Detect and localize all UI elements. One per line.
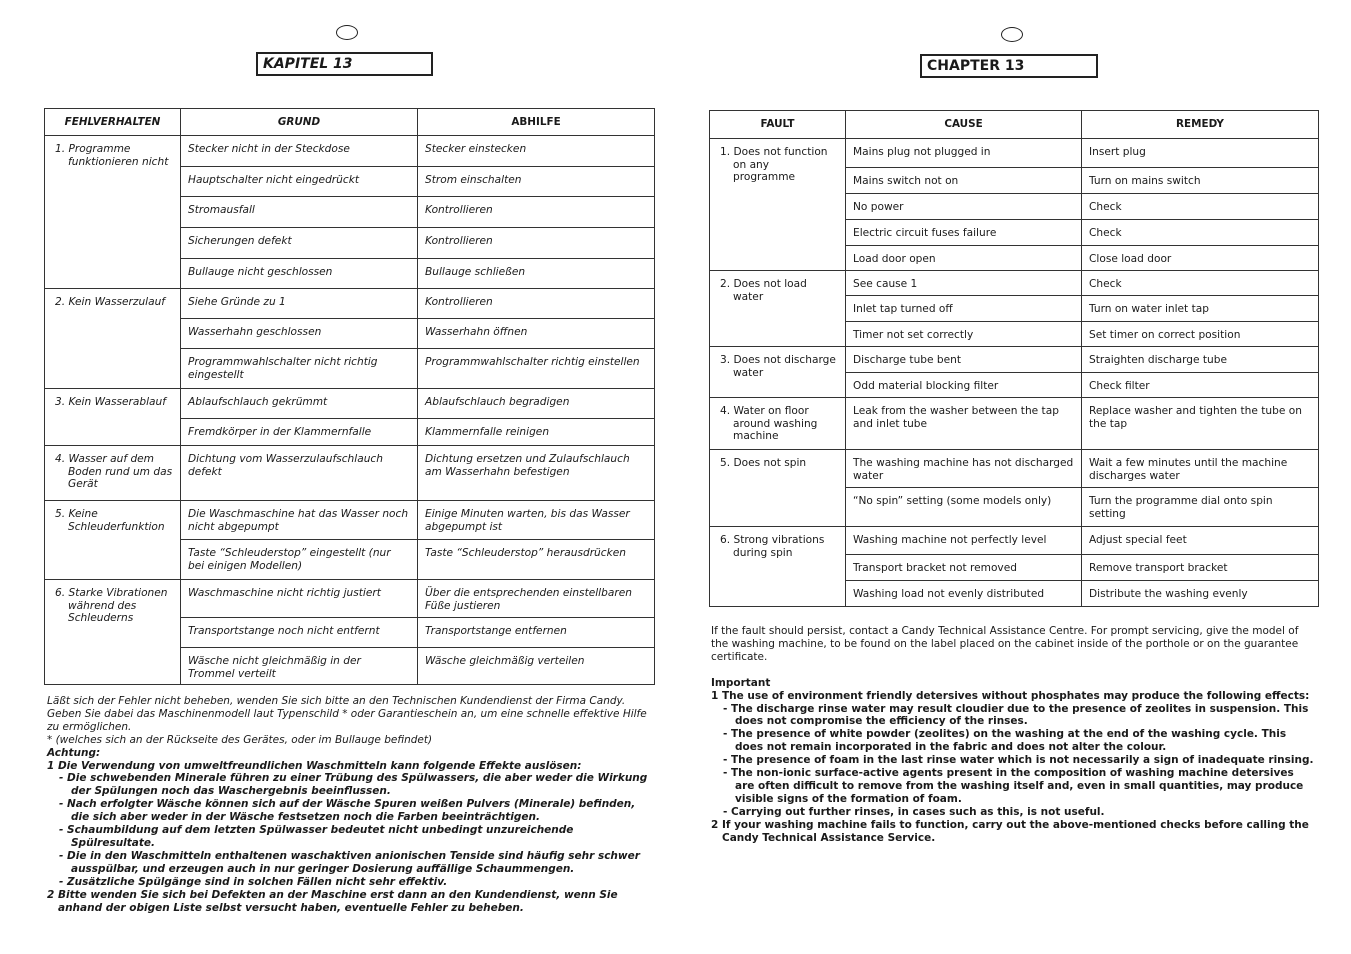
- remedy-cell: Programmwahlschalter richtig einstellen: [418, 349, 655, 389]
- chapter-title: CHAPTER 13: [920, 54, 1098, 78]
- fault-cell: 5. Does not spin: [720, 457, 807, 469]
- fault-cell: 4. Water on floor around washing machine: [720, 405, 818, 442]
- cause-cell: Taste “Schleuderstop” eingestellt (nur bei einigen Modellen): [181, 540, 418, 580]
- notes-heading: Achtung:: [47, 746, 101, 759]
- header-cause: CAUSE: [846, 111, 1082, 139]
- cause-cell: Die Waschmaschine hat das Wasser noch nicht abgepumpt: [181, 501, 418, 540]
- cause-cell: Timer not set correctly: [846, 322, 1082, 347]
- cause-cell: Mains plug not plugged in: [846, 139, 1082, 168]
- fault-cell: 3. Does not discharge water: [720, 354, 836, 379]
- cause-cell: Programmwahlschalter nicht richtig eingestellt: [181, 349, 418, 389]
- notes-subitem: - Carrying out further rinses, in cases such as this, is not useful.: [723, 805, 1105, 818]
- table-row: [710, 347, 1319, 373]
- header-fault: FAULT: [710, 111, 846, 139]
- remedy-cell: Einige Minuten warten, bis das Wasser abgepumpt ist: [418, 501, 655, 540]
- notes-en: [711, 625, 1316, 845]
- cause-cell: Washing machine not perfectly level: [846, 527, 1082, 555]
- remedy-cell: Replace washer and tighten the tube on the tap: [1082, 398, 1319, 450]
- remedy-cell: Ablaufschlauch begradigen: [418, 389, 655, 419]
- notes-subitem: - Schaumbildung auf dem letzten Spülwasser bedeutet nicht unbedingt unzureichende Spülresultate.: [59, 824, 574, 849]
- fault-cell: 2. Does not load water: [720, 278, 807, 303]
- remedy-cell: Wait a few minutes until the machine discharges water: [1082, 450, 1319, 488]
- fault-cell: 1. Programme funktionieren nicht: [55, 143, 169, 168]
- cause-cell: Bullauge nicht geschlossen: [181, 259, 418, 289]
- fault-cell: 6. Starke Vibrationen während des Schleuderns: [55, 587, 168, 624]
- language-oval-marker: [1001, 27, 1023, 42]
- cause-cell: Hauptschalter nicht eingedrückt: [181, 167, 418, 197]
- notes-subitem: - Die schwebenden Minerale führen zu einer Trübung des Spülwassers, die aber weder die Wirkung der Spülungen noch das Waschergebnis beeinflussen.: [59, 772, 648, 798]
- notes-subitem: - Nach erfolgter Wäsche können sich auf der Wäsche Spuren weißen Pulvers (Minerale) befinden, die sich aber weder in der Wäsche festsetzen noch die Farben beeinträchtigen.: [59, 798, 636, 824]
- notes-subitem: - The presence of white powder (zeolites) on the washing at the end of the washing cycle. This does not remain incorporated in the fabric and does not alter the colour.: [723, 728, 1287, 754]
- notes-intro: Läßt sich der Fehler nicht beheben, wenden Sie sich bitte an den Technischen Kundendienst der Firma Candy. Geben Sie dabei das Maschinenmodell laut Typenschild * oder Garantieschein an, um eine schnelle effektive Hilfe zu ermöglichen.: [47, 695, 647, 733]
- header-cause: GRUND: [181, 109, 418, 136]
- cause-cell: See cause 1: [846, 271, 1082, 296]
- remedy-cell: Über die entsprechenden einstellbaren Füße justieren: [418, 580, 655, 618]
- cause-cell: Odd material blocking filter: [846, 373, 1082, 398]
- cause-cell: Leak from the washer between the tap and inlet tube: [846, 398, 1082, 450]
- table-row: [45, 580, 655, 618]
- remedy-cell: Dichtung ersetzen und Zulaufschlauch am Wasserhahn befestigen: [418, 446, 655, 501]
- remedy-cell: Turn on mains switch: [1082, 168, 1319, 194]
- table-row: [710, 398, 1319, 450]
- table-row: [710, 450, 1319, 488]
- fault-cell: 1. Does not function on any programme: [720, 146, 828, 183]
- remedy-cell: Remove transport bracket: [1082, 555, 1319, 581]
- remedy-cell: Stecker einstecken: [418, 136, 655, 167]
- remedy-cell: Kontrollieren: [418, 197, 655, 228]
- cause-cell: “No spin” setting (some models only): [846, 488, 1082, 527]
- remedy-cell: Turn on water inlet tap: [1082, 296, 1319, 322]
- remedy-cell: Strom einschalten: [418, 167, 655, 197]
- cause-cell: Waschmaschine nicht richtig justiert: [181, 580, 418, 618]
- table-header-row: [45, 109, 655, 136]
- remedy-cell: Close load door: [1082, 246, 1319, 271]
- table-row: [710, 527, 1319, 555]
- fault-cell: 5. Keine Schleuderfunktion: [55, 508, 165, 533]
- notes-subitem: - The non-ionic surface-active agents present in the composition of washing machine detersives are often difficult to remove from the washing itself and, even in small quantities, may produce visible signs of the formation of foam.: [723, 767, 1304, 805]
- notes-subitem: - The presence of foam in the last rinse water which is not necessarily a sign of inadequate rinsing.: [723, 754, 1314, 767]
- cause-cell: Sicherungen defekt: [181, 228, 418, 259]
- troubleshooting-table-de: [44, 108, 655, 685]
- remedy-cell: Insert plug: [1082, 139, 1319, 168]
- header-fault: FEHLVERHALTEN: [45, 109, 181, 136]
- table-row: [45, 289, 655, 319]
- remedy-cell: Transportstange entfernen: [418, 618, 655, 648]
- remedy-cell: Wasserhahn öffnen: [418, 319, 655, 349]
- notes-item-2: 2 If your washing machine fails to function, carry out the above-mentioned checks before calling the Candy Technical Assistance Service.: [711, 818, 1309, 844]
- header-remedy: REMEDY: [1082, 111, 1319, 139]
- notes-subitem: - Zusätzliche Spülgänge sind in solchen Fällen nicht sehr effektiv.: [59, 875, 448, 888]
- fault-cell: 3. Kein Wasserablauf: [55, 396, 166, 408]
- remedy-cell: Straighten discharge tube: [1082, 347, 1319, 373]
- cause-cell: Wasserhahn geschlossen: [181, 319, 418, 349]
- language-oval-marker: [336, 25, 358, 40]
- remedy-cell: Bullauge schließen: [418, 259, 655, 289]
- table-row: [45, 446, 655, 501]
- remedy-cell: Klammernfalle reinigen: [418, 419, 655, 446]
- remedy-cell: Wäsche gleichmäßig verteilen: [418, 648, 655, 685]
- remedy-cell: Kontrollieren: [418, 228, 655, 259]
- notes-subitem: - The discharge rinse water may result cloudier due to the presence of zeolites in suspension. This does not compromise the efficiency of the rinses.: [723, 702, 1309, 728]
- fault-cell: 2. Kein Wasserzulauf: [55, 296, 166, 308]
- cause-cell: Transport bracket not removed: [846, 555, 1082, 581]
- remedy-cell: Distribute the washing evenly: [1082, 581, 1319, 607]
- notes-item-2: 2 Bitte wenden Sie sich bei Defekten an der Maschine erst dann an den Kundendienst, wenn Sie anhand der obigen Liste selbst versucht haben, eventuelle Fehler zu beheben.: [47, 888, 618, 914]
- fault-cell: 6. Strong vibrations during spin: [720, 534, 825, 559]
- cause-cell: Dichtung vom Wasserzulaufschlauch defekt: [181, 446, 418, 501]
- remedy-cell: Kontrollieren: [418, 289, 655, 319]
- remedy-cell: Taste “Schleuderstop” herausdrücken: [418, 540, 655, 580]
- remedy-cell: Check: [1082, 194, 1319, 220]
- notes-subitem: - Die in den Waschmitteln enthaltenen waschaktiven anionischen Tenside sind häufig sehr schwer ausspülbar, und erzeugen auch in nur geringer Dosierung auffällige Schaummengen.: [59, 849, 640, 875]
- remedy-cell: Check: [1082, 220, 1319, 246]
- remedy-cell: Turn the programme dial onto spin setting: [1082, 488, 1319, 527]
- cause-cell: The washing machine has not discharged water: [846, 450, 1082, 488]
- chapter-title: KAPITEL 13: [256, 52, 433, 76]
- table-row: [710, 139, 1319, 168]
- cause-cell: Discharge tube bent: [846, 347, 1082, 373]
- cause-cell: Mains switch not on: [846, 168, 1082, 194]
- cause-cell: No power: [846, 194, 1082, 220]
- table-header-row: [710, 111, 1319, 139]
- troubleshooting-table-en: [709, 110, 1319, 607]
- notes-heading: Important: [711, 676, 771, 689]
- remedy-cell: Adjust special feet: [1082, 527, 1319, 555]
- cause-cell: Wäsche nicht gleichmäßig in der Trommel verteilt: [181, 648, 418, 685]
- notes-item-1: 1 Die Verwendung von umweltfreundlichen Waschmitteln kann folgende Effekte auslösen:: [47, 759, 582, 772]
- cause-cell: Inlet tap turned off: [846, 296, 1082, 322]
- notes-intro: If the fault should persist, contact a Candy Technical Assistance Centre. For prompt servicing, give the model of the washing machine, to be found on the label placed on the cabinet inside of the porthole or on the guarantee certificate.: [711, 625, 1299, 663]
- notes-de: [47, 695, 657, 914]
- remedy-cell: Check: [1082, 271, 1319, 296]
- table-row: [45, 501, 655, 540]
- fault-cell: 4. Wasser auf dem Boden rund um das Gerät: [55, 453, 173, 490]
- cause-cell: Fremdkörper in der Klammernfalle: [181, 419, 418, 446]
- remedy-cell: Check filter: [1082, 373, 1319, 398]
- header-remedy: ABHILFE: [418, 109, 655, 136]
- cause-cell: Siehe Gründe zu 1: [181, 289, 418, 319]
- table-row: [45, 136, 655, 167]
- table-row: [710, 271, 1319, 296]
- cause-cell: Transportstange noch nicht entfernt: [181, 618, 418, 648]
- cause-cell: Stromausfall: [181, 197, 418, 228]
- table-row: [45, 389, 655, 419]
- notes-footnote: * (welches sich an der Rückseite des Gerätes, oder im Bullauge befindet): [47, 733, 433, 746]
- remedy-cell: Set timer on correct position: [1082, 322, 1319, 347]
- cause-cell: Load door open: [846, 246, 1082, 271]
- cause-cell: Stecker nicht in der Steckdose: [181, 136, 418, 167]
- cause-cell: Electric circuit fuses failure: [846, 220, 1082, 246]
- cause-cell: Ablaufschlauch gekrümmt: [181, 389, 418, 419]
- notes-item-1: 1 The use of environment friendly detersives without phosphates may produce the following effects:: [711, 689, 1310, 702]
- cause-cell: Washing load not evenly distributed: [846, 581, 1082, 607]
